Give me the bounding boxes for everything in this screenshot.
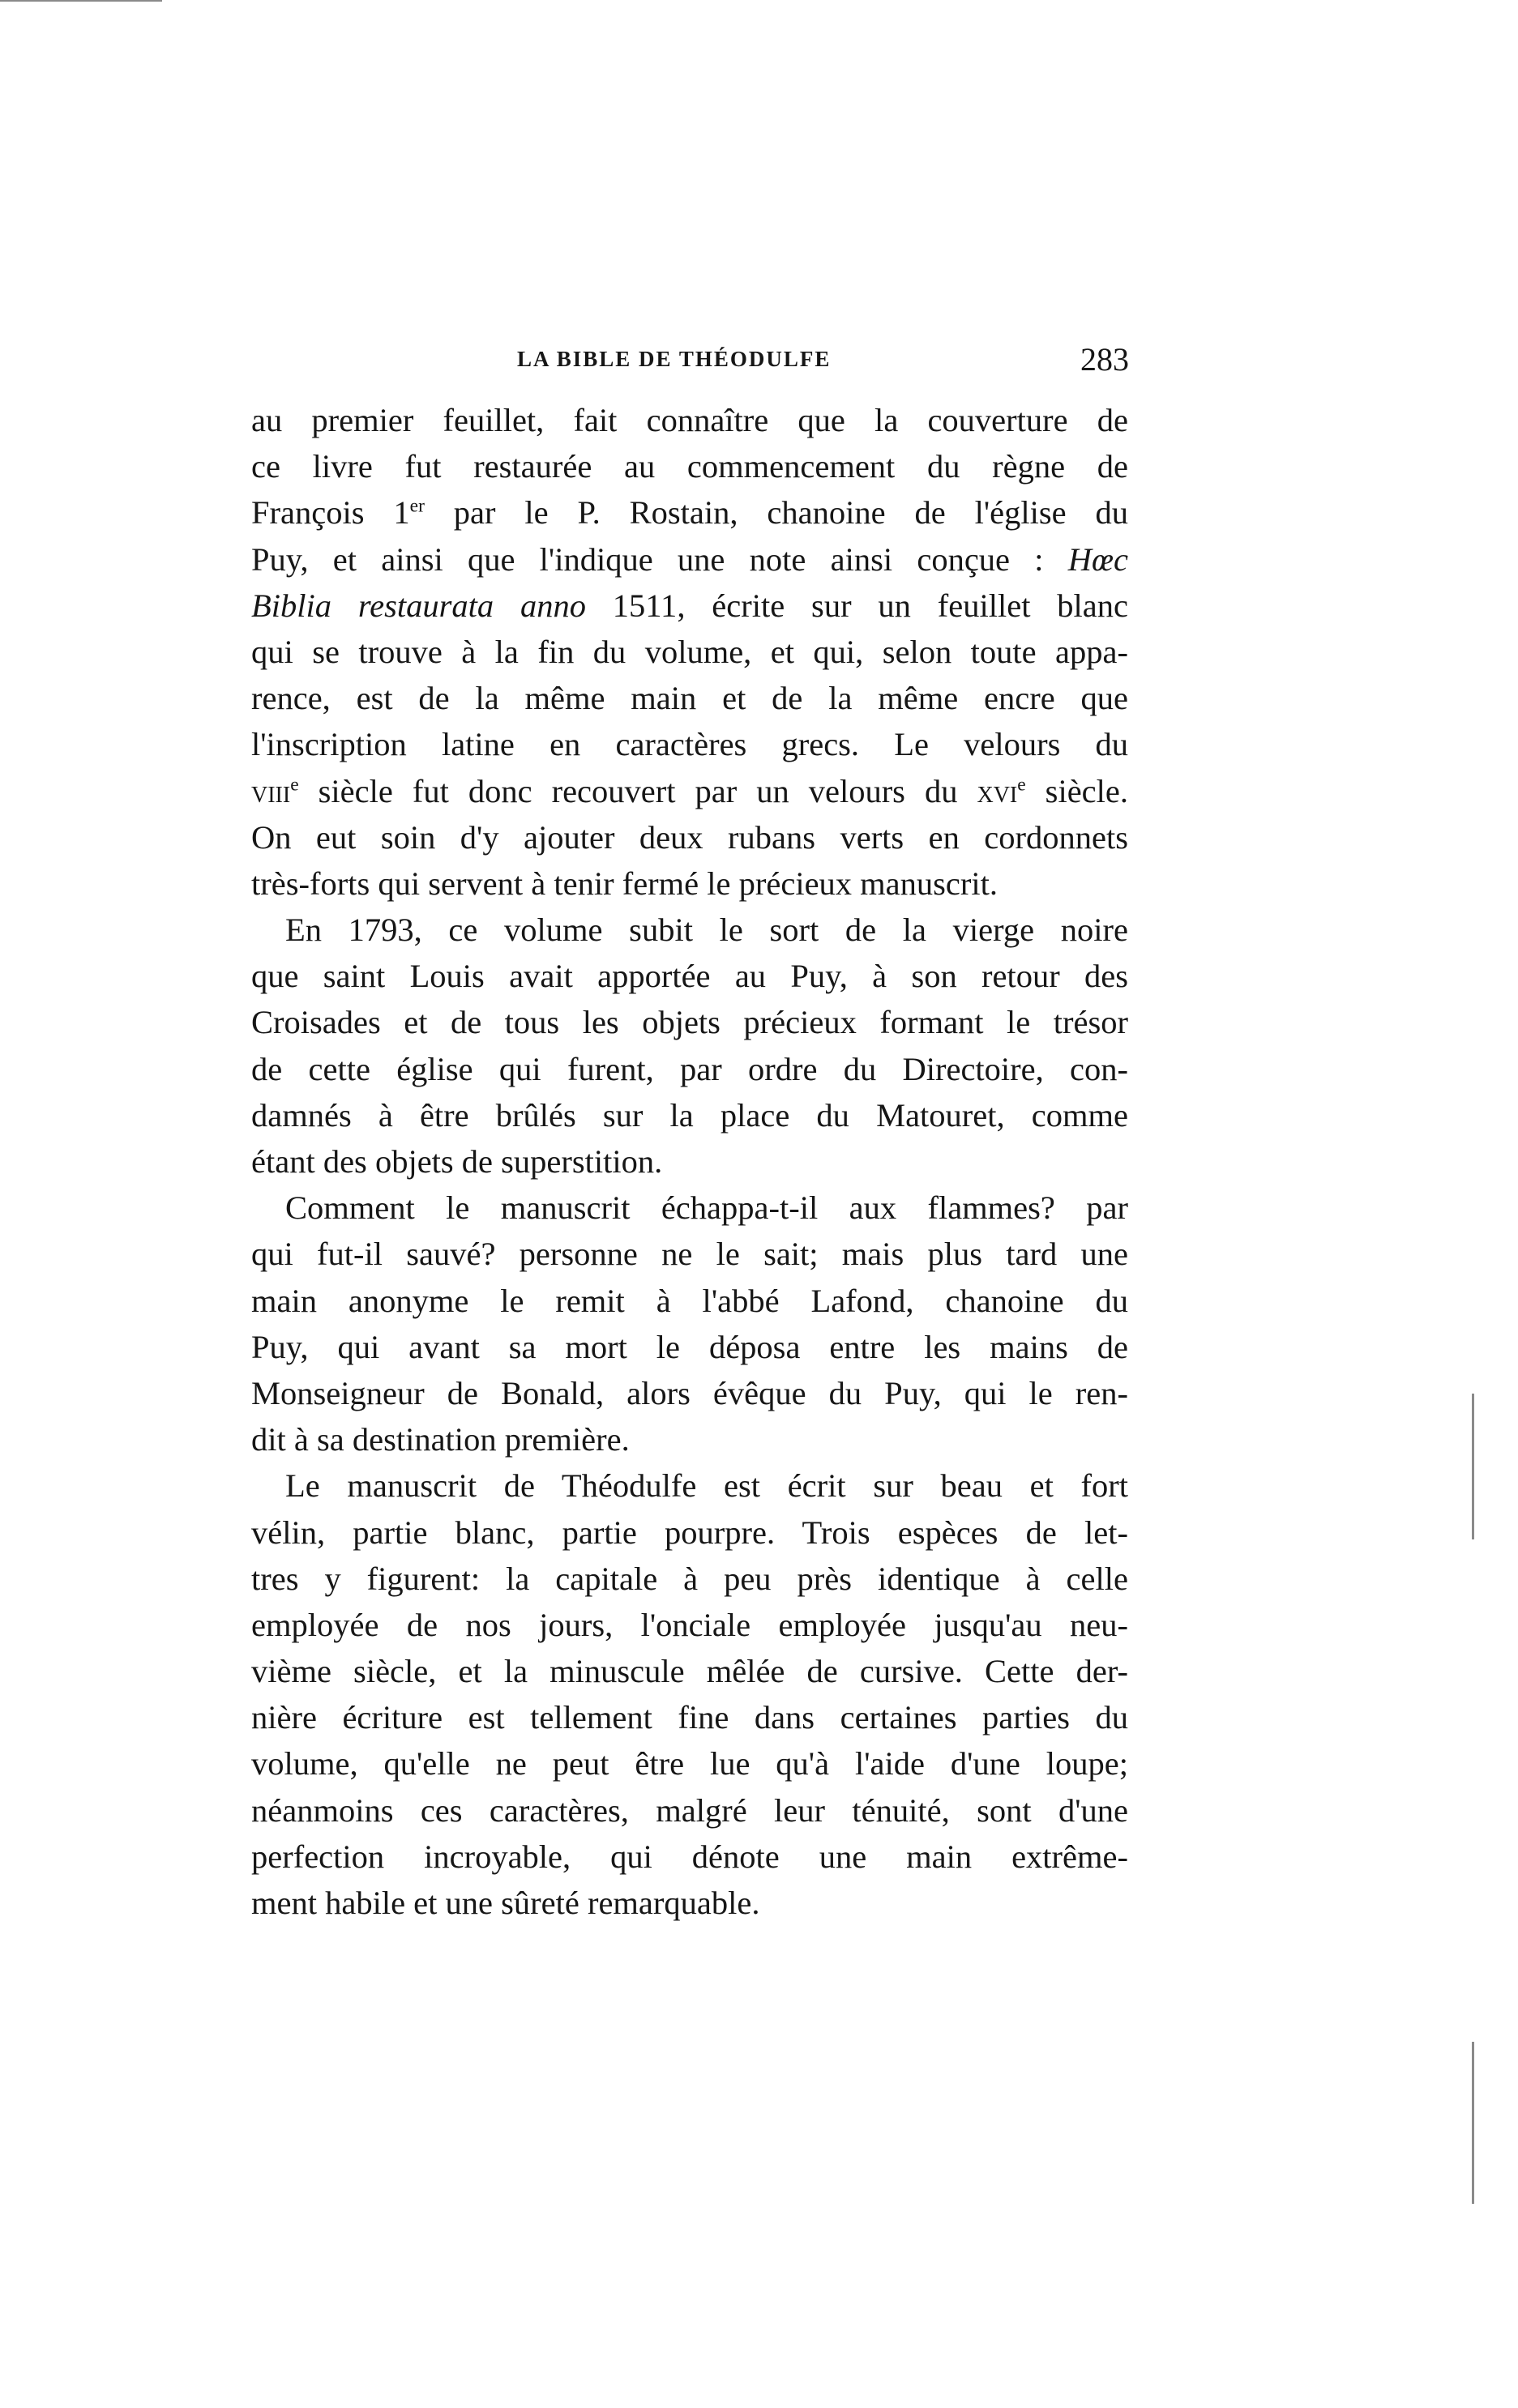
text-fragment: par le P. Rostain, chanoine de l'église du xyxy=(424,494,1129,532)
text-line: étant des objets de superstition. xyxy=(251,1143,663,1180)
text-line xyxy=(251,583,1128,629)
text-line: dit à sa destination première. xyxy=(251,1421,630,1458)
text-fragment: xvi xyxy=(977,772,1018,809)
text-line: On eut soin d'y ajouter deux rubans verts en cordonnets xyxy=(251,818,1128,856)
superscript: e xyxy=(1017,774,1026,795)
text-fragment: François 1 xyxy=(251,494,410,532)
running-title: LA BIBLE DE THÉODULFE xyxy=(517,347,832,371)
text-line: vélin, partie blanc, partie pourpre. Trois espèces de let- xyxy=(251,1514,1128,1551)
text-line: qui se trouve à la fin du volume, et qui, selon toute appa- xyxy=(251,633,1128,670)
text-line: que saint Louis avait apportée au Puy, à son retour des xyxy=(251,958,1128,995)
text-line: damnés à être brûlés sur la place du Matouret, comme xyxy=(251,1096,1128,1134)
text-line: vième siècle, et la minuscule mêlée de cursive. Cette der- xyxy=(251,1653,1128,1690)
text-fragment: , écrite sur un feuillet blanc xyxy=(677,587,1128,624)
text-line: néanmoins ces caractères, malgré leur ténuité, sont d'une xyxy=(251,1791,1128,1829)
italic-latin: Biblia restaurata anno xyxy=(251,587,586,624)
text-line: employée de nos jours, l'onciale employée jusqu'au neu- xyxy=(251,1606,1128,1643)
page-body-text xyxy=(251,397,1128,1926)
text-fragment: viii xyxy=(251,772,291,809)
text-line: Puy, qui avant sa mort le déposa entre les mains de xyxy=(251,1328,1128,1365)
text-line xyxy=(251,489,1128,536)
text-line: Comment le manuscrit échappa-t-il aux flammes? par xyxy=(285,1189,1128,1227)
text-line: ment habile et une sûreté remarquable. xyxy=(251,1885,760,1921)
text-line: Monseigneur de Bonald, alors évêque du Puy, qui le ren- xyxy=(251,1374,1128,1411)
text-line: tres y figurent: la capitale à peu près identique à celle xyxy=(251,1560,1128,1597)
scan-edge-mark xyxy=(0,0,162,2)
superscript: er xyxy=(409,495,425,517)
text-line: volume, qu'elle ne peut être lue qu'à l'aide d'une loupe; xyxy=(251,1745,1128,1783)
text-line: l'inscription latine en caractères grecs. Le velours du xyxy=(251,726,1128,763)
text-line: main anonyme le remit à l'abbé Lafond, chanoine du xyxy=(251,1282,1128,1319)
text-line: qui fut-il sauvé? personne ne le sait; mais plus tard une xyxy=(251,1236,1128,1273)
text-fragment: 1511 xyxy=(585,587,678,624)
text-line: En 1793, ce volume subit le sort de la vierge noire xyxy=(285,912,1128,949)
text-line: au premier feuillet, fait connaître que la couverture de xyxy=(251,402,1128,438)
text-line xyxy=(251,536,1128,583)
text-line: Le manuscrit de Théodulfe est écrit sur beau et fort xyxy=(285,1467,1128,1505)
text-line xyxy=(251,768,1128,814)
text-line: rence, est de la même main et de la même encre que xyxy=(251,680,1128,717)
text-fragment: siècle fut donc recouvert par un velours du xyxy=(298,772,977,809)
running-head xyxy=(251,341,1129,395)
scan-edge-mark xyxy=(1472,1394,1474,1539)
text-line: ce livre fut restaurée au commencement du règne de xyxy=(251,448,1128,485)
text-line: de cette église qui furent, par ordre du Directoire, con- xyxy=(251,1050,1128,1087)
text-line: nière écriture est tellement fine dans certaines parties du xyxy=(251,1699,1128,1736)
scan-edge-mark xyxy=(1472,2042,1474,2204)
text-fragment: Puy, et ainsi que l'indique une note ainsi conçue : xyxy=(251,540,1044,578)
text-line: très-forts qui servent à tenir fermé le précieux manuscrit. xyxy=(251,865,998,902)
page-number: 283 xyxy=(1080,341,1129,378)
superscript: e xyxy=(290,774,299,795)
text-line: perfection incroyable, qui dénote une main extrême- xyxy=(251,1838,1128,1875)
italic-latin: Hœc xyxy=(1067,540,1129,578)
text-line: Croisades et de tous les objets précieux formant le trésor xyxy=(251,1004,1128,1041)
text-fragment: siècle. xyxy=(1025,772,1128,809)
